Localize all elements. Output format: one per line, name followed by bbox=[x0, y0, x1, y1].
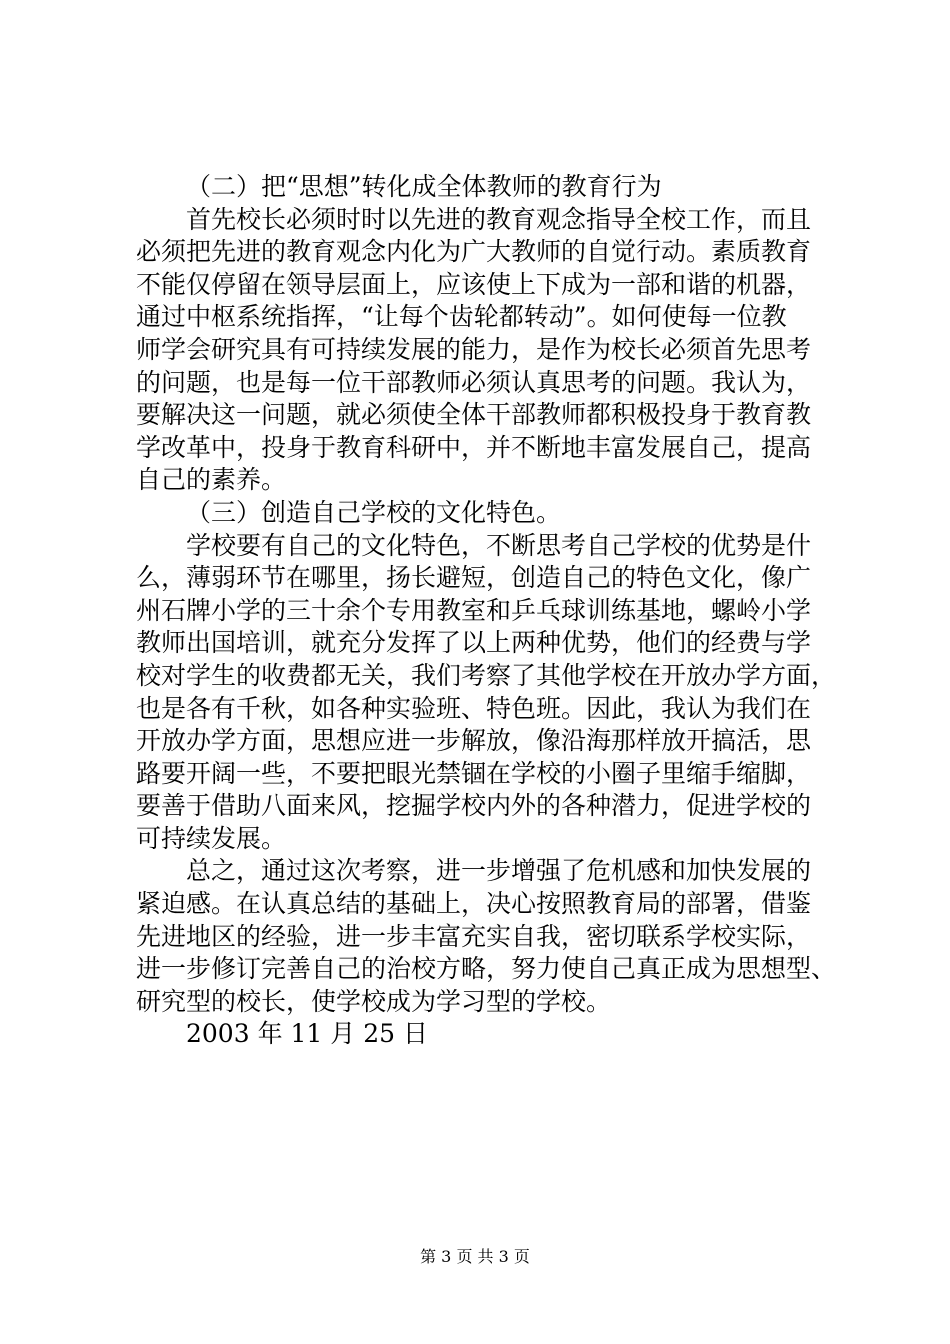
page-footer: 第 3 页 共 3 页 bbox=[420, 1247, 530, 1266]
text-line: 学校要有自己的文化特色，不断思考自己学校的优势是什 bbox=[186, 530, 812, 560]
text-line: 自己的素养。 bbox=[136, 465, 287, 495]
text-line: 开放办学方面，思想应进一步解放，像沿海那样放开搞活，思 bbox=[136, 726, 812, 756]
text-line: 总之，通过这次考察，进一步增强了危机感和加快发展的 bbox=[186, 856, 812, 886]
text-line: （三）创造自己学校的文化特色。 bbox=[186, 497, 562, 527]
text-line: 先进地区的经验，进一步丰富充实自我，密切联系学校实际， bbox=[136, 921, 812, 951]
text-line: 师学会研究具有可持续发展的能力，是作为校长必须首先思考 bbox=[136, 334, 812, 364]
text-line: 么，薄弱环节在哪里，扬长避短，创造自己的特色文化，像广 bbox=[136, 563, 812, 593]
text-line: 学改革中，投身于教育科研中，并不断地丰富发展自己，提高 bbox=[136, 432, 812, 462]
text-line: 也是各有千秋，如各种实验班、特色班。因此，我认为我们在 bbox=[136, 693, 812, 723]
text-line: 研究型的校长，使学校成为学习型的学校。 bbox=[136, 986, 612, 1016]
text-line: 要善于借助八面来风，挖掘学校内外的各种潜力，促进学校的 bbox=[136, 791, 812, 821]
text-line: 要解决这一问题，就必须使全体干部教师都积极投身于教育教 bbox=[136, 400, 812, 430]
text-line: 的问题，也是每一位干部教师必须认真思考的问题。我认为， bbox=[136, 367, 812, 397]
text-line: 必须把先进的教育观念内化为广大教师的自觉行动。素质教育 bbox=[136, 237, 812, 267]
text-line: 可持续发展。 bbox=[136, 823, 287, 853]
document-body bbox=[136, 171, 836, 1051]
text-line: 校对学生的收费都无关，我们考察了其他学校在开放办学方面， bbox=[136, 660, 837, 690]
text-line: （二）把“思想”转化成全体教师的教育行为 bbox=[186, 172, 662, 201]
text-line: 首先校长必须时时以先进的教育观念指导全校工作，而且 bbox=[186, 204, 812, 234]
text-line: 不能仅停留在领导层面上，应该使上下成为一部和谐的机器， bbox=[136, 269, 812, 299]
text-line: 进一步修订完善自己的治校方略，努力使自己真正成为思想型、 bbox=[136, 954, 837, 984]
text-line: 州石牌小学的三十余个专用教室和乒乓球训练基地，螺岭小学 bbox=[136, 595, 812, 625]
text-line: 教师出国培训，就充分发挥了以上两种优势，他们的经费与学 bbox=[136, 628, 812, 658]
text-line: 路要开阔一些，不要把眼光禁锢在学校的小圈子里缩手缩脚， bbox=[136, 758, 812, 788]
text-line: 通过中枢系统指挥，“让每个齿轮都转动”。如何使每一位教 bbox=[136, 302, 787, 332]
text-line: 紧迫感。在认真总结的基础上，决心按照教育局的部署，借鉴 bbox=[136, 889, 812, 919]
text-line: 2003 年 11 月 25 日 bbox=[186, 1019, 428, 1049]
